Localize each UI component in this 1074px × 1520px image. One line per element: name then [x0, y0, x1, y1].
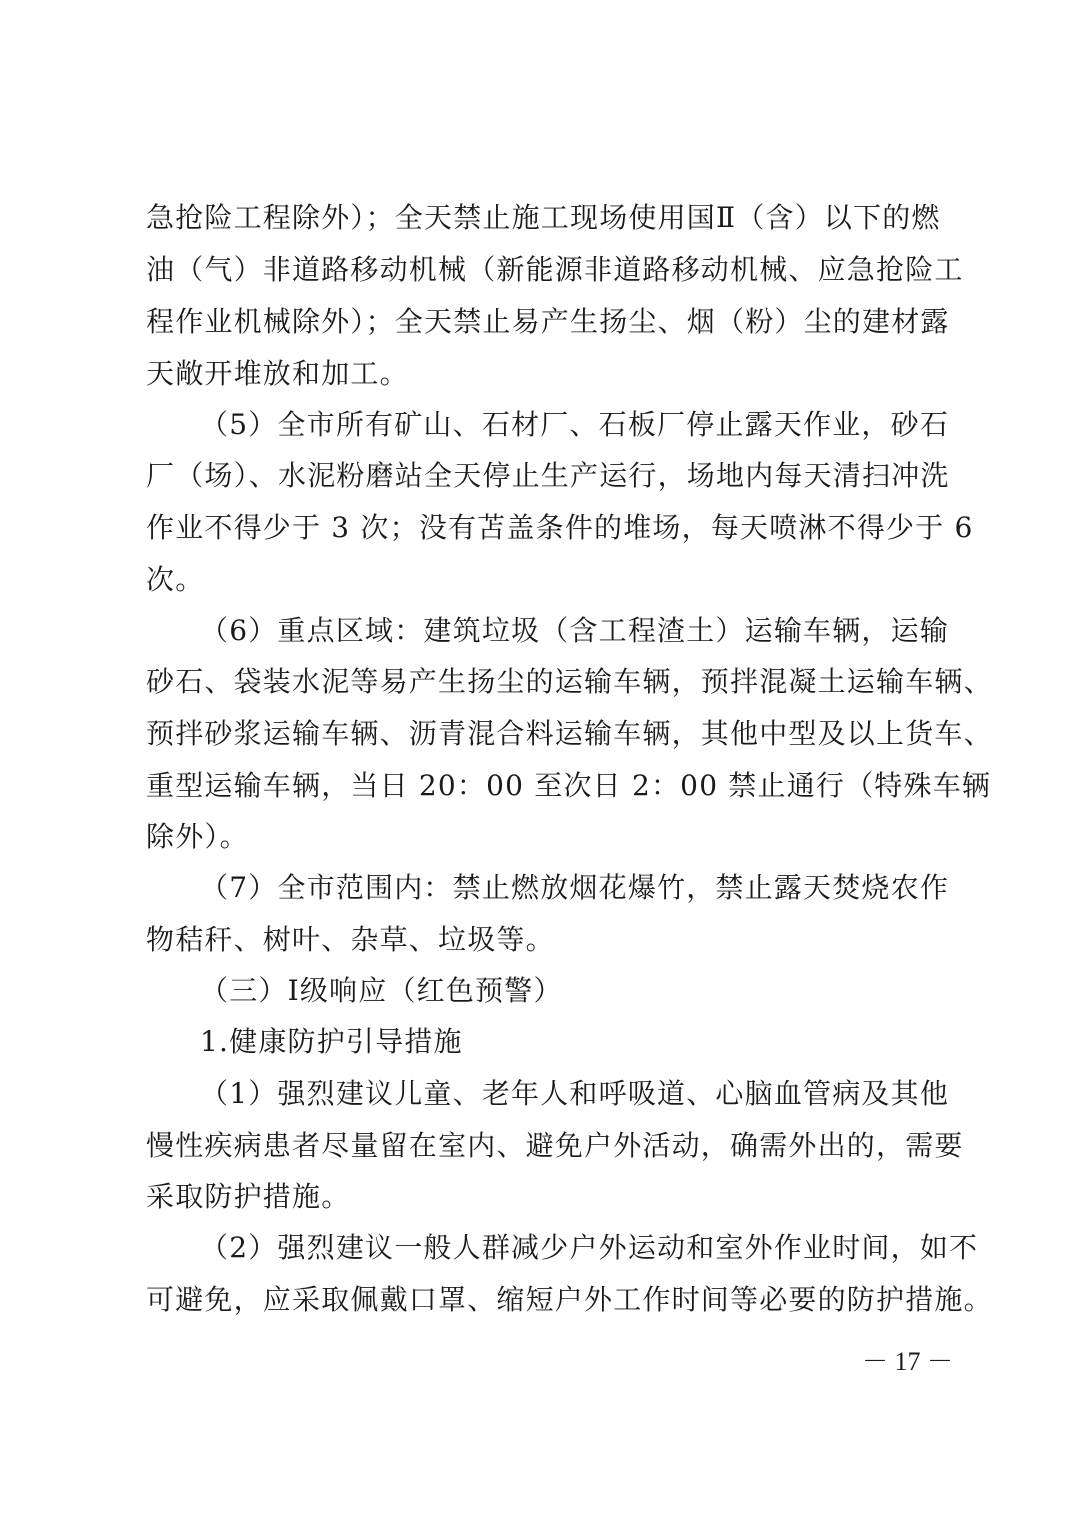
- paragraph-7-line: （7）全市范围内：禁止燃放烟花爆竹，禁止露天焚烧农作: [200, 871, 950, 904]
- body-text-line: 除外）。: [146, 820, 249, 853]
- body-text-line: 采取防护措施。: [146, 1180, 351, 1213]
- body-text-line: 急抢险工程除外）；全天禁止施工现场使用国Ⅱ（含）以下的燃: [146, 201, 941, 234]
- paragraph-2-line: （2）强烈建议一般人群减少户外运动和室外作业时间，如不: [200, 1231, 979, 1264]
- section-heading-level-1-response: （三）Ⅰ级响应（红色预警）: [200, 974, 563, 1007]
- body-text-line: 慢性疾病患者尽量留在室内、避免户外活动，确需外出的，需要: [146, 1129, 964, 1162]
- body-text-line: 物秸秆、树叶、杂草、垃圾等。: [146, 923, 555, 956]
- body-text-line: 油（气）非道路移动机械（新能源非道路移动机械、应急抢险工: [146, 253, 964, 286]
- paragraph-6-line: （6）重点区域：建筑垃圾（含工程渣土）运输车辆，运输: [200, 614, 950, 647]
- body-text-line: 作业不得少于 3 次；没有苫盖条件的堆场，每天喷淋不得少于 6: [146, 511, 974, 544]
- subheading-health-protection: 1.健康防护引导措施: [200, 1025, 463, 1058]
- body-text-line: 厂（场）、水泥粉磨站全天停止生产运行，场地内每天清扫冲洗: [146, 459, 950, 492]
- page-number: － 17 －: [862, 1347, 954, 1376]
- paragraph-1-line: （1）强烈建议儿童、老年人和呼吸道、心脑血管病及其他: [200, 1077, 950, 1110]
- body-text-line: 可避免，应采取佩戴口罩、缩短户外工作时间等必要的防护措施。: [146, 1283, 993, 1316]
- body-text-line: 程作业机械除外）；全天禁止易产生扬尘、烟（粉）尘的建材露: [146, 305, 950, 338]
- body-text-line: 次。: [146, 563, 205, 596]
- body-text-line: 预拌砂浆运输车辆、沥青混合料运输车辆，其他中型及以上货车、: [146, 717, 993, 750]
- body-text-line: 砂石、袋装水泥等易产生扬尘的运输车辆，预拌混凝土运输车辆、: [146, 665, 993, 698]
- paragraph-5-line: （5）全市所有矿山、石材厂、石板厂停止露天作业，砂石: [200, 408, 950, 441]
- body-text-line: 重型运输车辆，当日 20：00 至次日 2：00 禁止通行（特殊车辆: [146, 769, 992, 802]
- body-text-line: 天敞开堆放和加工。: [146, 357, 409, 390]
